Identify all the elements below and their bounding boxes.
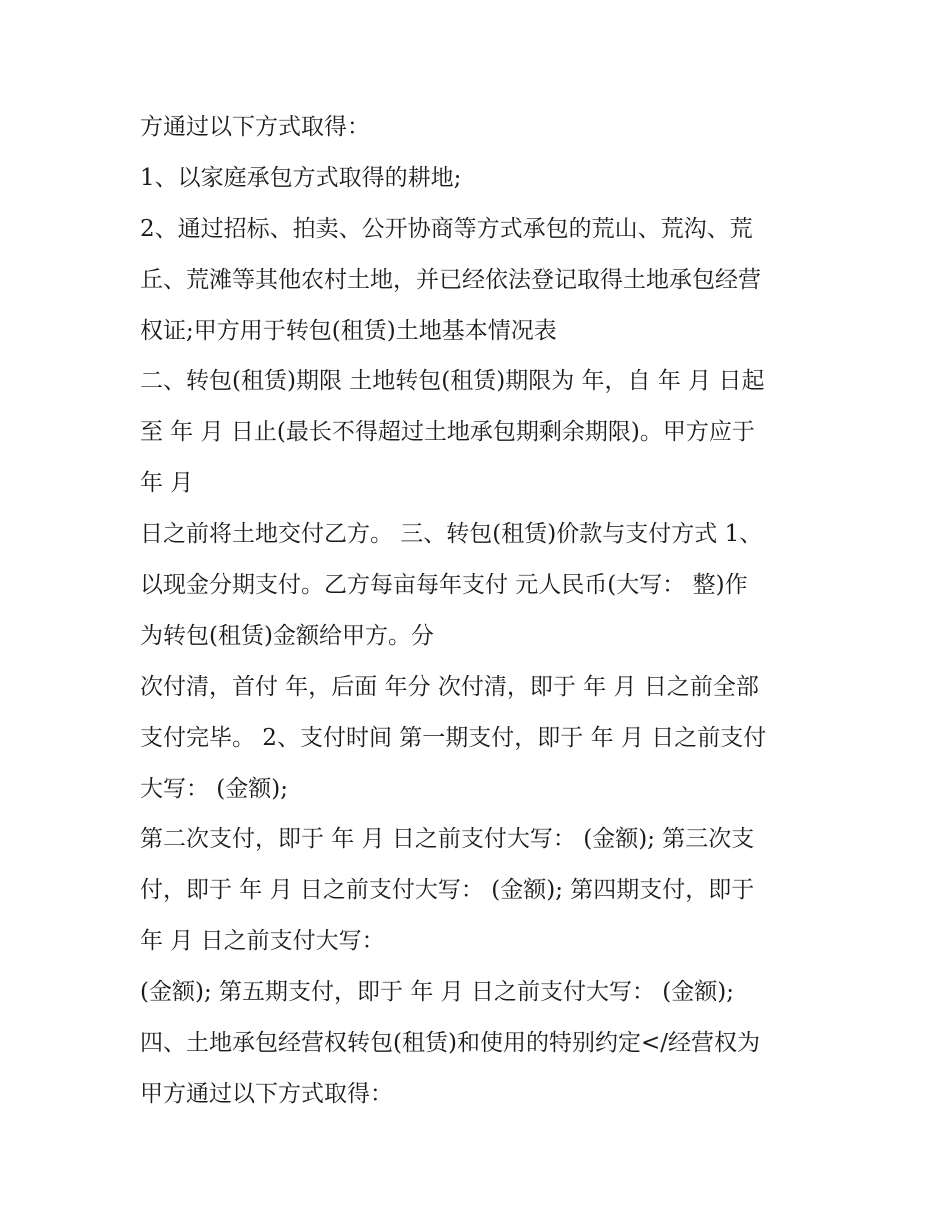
text-line: 付，即于 年 月 日之前支付大写： (金额); 第四期支付，即于	[140, 877, 755, 904]
text-line: 日之前将土地交付乙方。 三、转包(租赁)价款与支付方式 1、	[140, 521, 763, 548]
text-line: 四、土地承包经营权转包(租赁)和使用的特别约定</经营权为	[140, 1030, 760, 1057]
text-line: 以现金分期支付。乙方每亩每年支付 元人民币(大写： 整)作	[140, 572, 748, 599]
text-line: 至 年 月 日止(最长不得超过土地承包期剩余期限)。甲方应于	[140, 419, 755, 446]
text-line: 第二次支付，即于 年 月 日之前支付大写： (金额); 第三次支	[140, 826, 755, 853]
text-line: 大写： (金额);	[140, 775, 289, 802]
text-line: 支付完毕。 2、支付时间 第一期支付，即于 年 月 日之前支付	[140, 724, 767, 751]
text-line: 年 月	[140, 470, 194, 497]
text-line: 权证;甲方用于转包(租赁)土地基本情况表	[140, 317, 557, 344]
text-line: (金额); 第五期支付，即于 年 月 日之前支付大写： (金额);	[140, 979, 734, 1006]
document-body	[140, 102, 820, 1120]
text-line: 甲方通过以下方式取得：	[140, 1080, 393, 1107]
text-line: 为转包(租赁)金额给甲方。分	[140, 622, 434, 649]
text-line: 年 月 日之前支付大写：	[140, 928, 385, 955]
text-line: 方通过以下方式取得：	[140, 114, 370, 140]
text-line: 次付清，首付 年，后面 年分 次付清，即于 年 月 日之前全部	[140, 673, 759, 700]
text-line: 2、通过招标、拍卖、公开协商等方式承包的荒山、荒沟、荒	[140, 215, 753, 242]
text-line: 1、以家庭承包方式取得的耕地;	[140, 164, 462, 191]
text-line: 丘、荒滩等其他农村土地，并已经依法登记取得土地承包经营	[140, 266, 761, 293]
text-line: 二、转包(租赁)期限 土地转包(租赁)期限为 年，自 年 月 日起	[140, 368, 765, 395]
